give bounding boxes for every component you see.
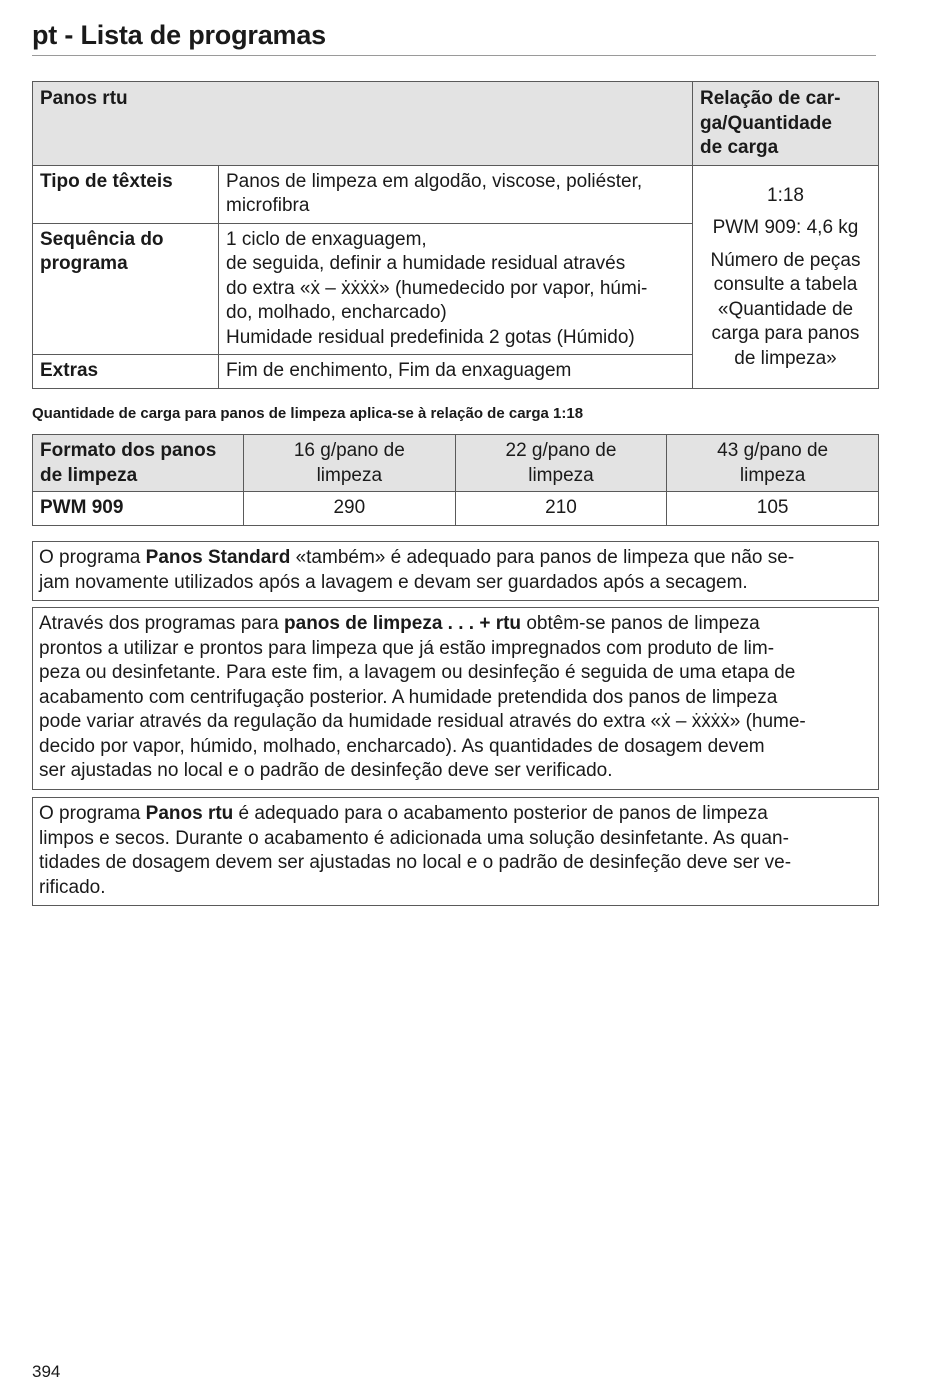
ratio-note: Número de peças consulte a tabela «Quantidade de carga para panos de limpeza»: [710, 249, 861, 369]
page-title: pt - Lista de programas: [32, 20, 326, 50]
row-value-extras: Fim de enchimento, Fim da enxaguagem: [219, 355, 693, 389]
ratio-header: Relação de car- ga/Quantidade de carga: [693, 82, 879, 166]
row-value-textile-type: Panos de limpeza em algodão, viscose, poliéster, microfibra: [219, 165, 693, 223]
load-value-22g: 210: [455, 492, 667, 526]
load-header-format: Formato dos panos de limpeza: [33, 435, 244, 492]
row-value-program-sequence: 1 ciclo de enxaguagem, de seguida, definir a humidade residual através do extra «ẋ – ẋẋẋẋ» (humedecido por vapor, húmi- do, molhado, encharcado) Humidade residual predefinida 2 gotas (Húmido): [219, 223, 693, 355]
load-table-header: [33, 435, 879, 492]
ratio-value: 1:18: [767, 184, 804, 206]
row-label-program-sequence: Sequência do programa: [33, 223, 219, 355]
ratio-cell: [693, 165, 879, 388]
note-panos-rtu-programs: Através dos programas para panos de limpeza . . . + rtu obtêm-se panos de limpeza prontos a utilizar e prontos para limpeza que já estão impregnados com produto de lim- peza ou desinfetante. Para este fim, a lavagem ou desinfeção é seguida de uma etapa de acabamento com centrifugação posterior. A humidade pretendida dos panos de limpeza pode variar através da regulação da humidade residual através do extra «ẋ – ẋẋẋẋ» (hume- decido por vapor, húmido, molhado, encharcado). As quantidades de dosagem devem ser ajustadas no local e o padrão de desinfeção deve ser verificado.: [32, 607, 879, 790]
program-name: Panos rtu: [33, 82, 693, 166]
note-panos-rtu: O programa Panos rtu é adequado para o acabamento posterior de panos de limpeza limpos e secos. Durante o acabamento é adicionada uma solução desinfetante. As quan- tidades de dosagem devem ser ajustadas no local e o padrão de desinfeção deve ser ve- rificado.: [32, 797, 879, 906]
row-label-extras: Extras: [33, 355, 219, 389]
load-header-43g: 43 g/pano de limpeza: [667, 435, 879, 492]
program-table: [32, 81, 879, 389]
page-header: [32, 20, 876, 56]
load-value-16g: 290: [244, 492, 456, 526]
load-row-label: PWM 909: [33, 492, 244, 526]
note-panos-standard: O programa Panos Standard «também» é adequado para panos de limpeza que não se- jam novamente utilizados após a lavagem e devam ser guardados após a secagem.: [32, 541, 879, 601]
program-table-header: [33, 82, 879, 166]
ratio-capacity: PWM 909: 4,6 kg: [712, 217, 859, 238]
load-value-43g: 105: [667, 492, 879, 526]
page-number: 394: [32, 1362, 61, 1381]
load-quantity-table: [32, 434, 879, 526]
row-textile-type: [33, 165, 879, 223]
table-row: [33, 492, 879, 526]
load-header-16g: 16 g/pano de limpeza: [244, 435, 456, 492]
row-label-textile-type: Tipo de têxteis: [33, 165, 219, 223]
load-header-22g: 22 g/pano de limpeza: [455, 435, 667, 492]
load-table-caption: Quantidade de carga para panos de limpeza aplica-se à relação de carga 1:18: [32, 405, 584, 422]
